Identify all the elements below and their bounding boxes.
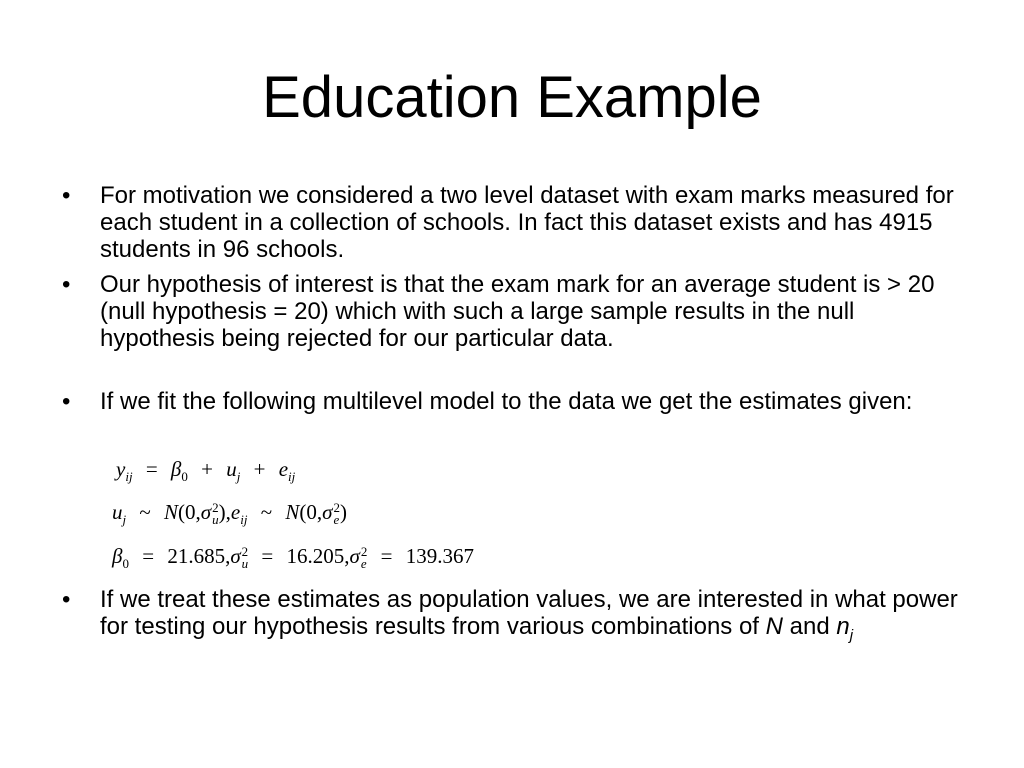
eq-y: y bbox=[116, 457, 126, 481]
eq-sigma: σ bbox=[200, 500, 212, 524]
symbol-n: n bbox=[836, 613, 850, 640]
eq-equals: = bbox=[380, 544, 393, 568]
eq-e-sub: ij bbox=[240, 512, 248, 528]
slide-title: Education Example bbox=[262, 65, 762, 130]
eq-normal: N bbox=[285, 500, 300, 524]
eq-tilde: ~ bbox=[260, 500, 273, 524]
eq-u: u bbox=[226, 457, 237, 481]
eq-y-sub: ij bbox=[125, 469, 133, 485]
bullet-marker: • bbox=[62, 182, 71, 209]
eq-tilde: ~ bbox=[139, 500, 151, 524]
bullet-marker: • bbox=[62, 586, 71, 613]
eq-sigma: σ bbox=[230, 544, 241, 568]
eq-open: (0, bbox=[178, 500, 201, 524]
eq-sigma-sup: 2 bbox=[241, 544, 249, 560]
equation-distributions bbox=[112, 500, 347, 532]
symbol-n-sub: j bbox=[849, 626, 854, 644]
bullet-marker: • bbox=[62, 271, 71, 298]
eq-u-sub: j bbox=[122, 512, 127, 528]
eq-sigma-sub: e bbox=[360, 556, 367, 572]
eq-close: ) bbox=[339, 500, 347, 524]
eq-sigma-sub: e bbox=[333, 512, 340, 528]
eq-value-sigma-e: 139.367 bbox=[405, 544, 474, 568]
eq-value-sigma-u: 16.205, bbox=[286, 544, 350, 568]
bullet-text bbox=[100, 586, 972, 649]
equation-estimates bbox=[112, 544, 474, 576]
eq-value-beta0: 21.685, bbox=[167, 544, 231, 568]
eq-beta: β bbox=[112, 544, 123, 568]
eq-sigma: σ bbox=[349, 544, 360, 568]
symbol-N: N bbox=[765, 613, 783, 640]
eq-equals: = bbox=[142, 544, 155, 568]
eq-close: ), bbox=[218, 500, 231, 524]
eq-sigma-sup: 2 bbox=[333, 500, 340, 516]
bullet-text: If we fit the following multilevel model to the data we get the estimates given: bbox=[100, 388, 913, 415]
eq-sigma: σ bbox=[322, 500, 333, 524]
eq-plus: + bbox=[201, 457, 213, 481]
eq-sigma-sub: u bbox=[212, 512, 219, 528]
eq-e-sub: ij bbox=[288, 469, 296, 485]
equation-model bbox=[116, 457, 295, 489]
eq-u-sub: j bbox=[236, 469, 241, 485]
eq-sigma-sup: 2 bbox=[212, 500, 219, 516]
eq-e: e bbox=[278, 457, 289, 481]
bullet-text: Our hypothesis of interest is that the exam mark for an average student is > 20 (null hypothesis = 20) which with such a large sample results in the null hypothesis being rejected for our particular data. bbox=[100, 271, 935, 352]
bullet-text: For motivation we considered a two level dataset with exam marks measured for each student in a collection of schools. In fact this dataset exists and has 4915 students in 96 schools. bbox=[100, 182, 954, 263]
bullet-text-body: If we treat these estimates as population values, we are interested in what power for testing our hypothesis results from various combinations of bbox=[100, 586, 958, 640]
eq-e: e bbox=[230, 500, 241, 524]
eq-open: (0, bbox=[299, 500, 323, 524]
eq-beta-sub: 0 bbox=[122, 556, 129, 572]
eq-equals: = bbox=[145, 457, 158, 481]
eq-sigma-sup: 2 bbox=[360, 544, 368, 560]
eq-beta: β bbox=[170, 457, 182, 481]
word-and: and bbox=[789, 613, 830, 640]
bullet-marker: • bbox=[62, 388, 71, 415]
eq-beta-sub: 0 bbox=[181, 469, 188, 485]
eq-equals: = bbox=[261, 544, 274, 568]
eq-sigma-sub: u bbox=[241, 556, 249, 572]
eq-normal: N bbox=[164, 500, 179, 524]
eq-plus: + bbox=[253, 457, 266, 481]
eq-u: u bbox=[112, 500, 123, 524]
